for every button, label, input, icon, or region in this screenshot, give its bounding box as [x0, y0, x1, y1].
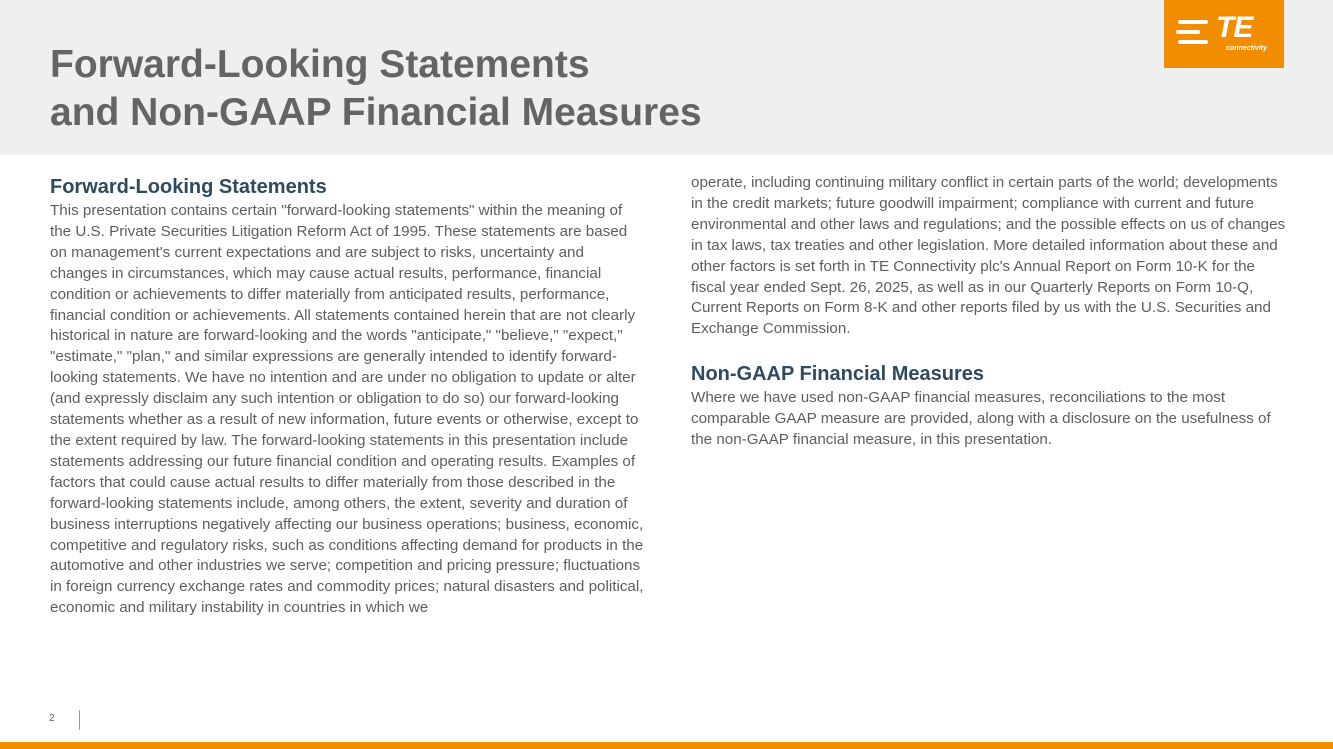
forward-looking-heading: Forward-Looking Statements [50, 176, 327, 198]
logo-stripe [1176, 30, 1200, 34]
header-band [0, 0, 1333, 155]
logo-stripe [1178, 20, 1208, 24]
non-gaap-body: Where we have used non-GAAP financial measures, reconciliations to the most comparable GAAP measure are provided, along with a disclosure on the usefulness of the non-GAAP financial measure, in this presentation. [691, 389, 1271, 449]
page-title-line-2: and Non-GAAP Financial Measures [50, 91, 702, 134]
footer-accent-bar [0, 742, 1333, 749]
page-number: 2 [49, 713, 55, 724]
forward-looking-body-continued: operate, including continuing military conflict in certain parts of the world; developments in the credit markets; future goodwill impairment; compliance with current and future environmental and other laws and regulations; and the possible effects on us of changes in tax laws, tax treaties and other legislation. More detailed information about these and other factors is set forth in TE Connectivity plc's Annual Report on Form 10-K for the fiscal year ended Sept. 26, 2025, as well as in our Quarterly Reports on Form 10-Q, Current Reports on Form 8-K and other reports filed by us with the U.S. Securities and Exchange Commission. [691, 174, 1286, 338]
logo-wordmark: TE [1216, 11, 1253, 44]
page-title-line-1: Forward-Looking Statements [50, 43, 590, 86]
non-gaap-heading: Non-GAAP Financial Measures [691, 363, 985, 386]
left-column [50, 173, 645, 619]
te-connectivity-logo [1164, 0, 1284, 68]
page-title [50, 41, 702, 137]
forward-looking-body: This presentation contains certain "forward-looking statements" within the meaning of the U.S. Private Securities Litigation Reform Act of 1995. These statements are based on management's current expectations and are subject to risks, uncertainty and changes in circumstances, which may cause actual results, performance, financial condition or achievements to differ materially from anticipated results, performance, financial condition or achievements. All statements contained herein that are not clearly historical in nature are forward-looking and the words "anticipate," "believe," "expect," "estimate," "plan," and similar expressions are generally intended to identify forward-looking statements. We have no intention and are under no obligation to update or alter (and expressly disclaim any such intention or obligation to do so) our forward-looking statements whether as a result of new information, future events or otherwise, except to the extent required by law. The forward-looking statements in this presentation include statements addressing our future financial condition and operating results. Examples of factors that could cause actual results to differ materially from those described in the forward-looking statements include, among others, the extent, severity and duration of business interruptions negatively affecting our business operations; business, economic, competitive and regulatory risks, such as conditions affecting demand for products in the automotive and other industries we serve; competition and pricing pressure; fluctuations in foreign currency exchange rates and commodity prices; natural disasters and political, economic and military instability in countries in which we [50, 202, 644, 617]
logo-subtext: connectivity [1226, 45, 1267, 52]
right-column [691, 173, 1291, 451]
logo-stripe [1178, 40, 1208, 44]
page-number-divider [79, 710, 80, 730]
